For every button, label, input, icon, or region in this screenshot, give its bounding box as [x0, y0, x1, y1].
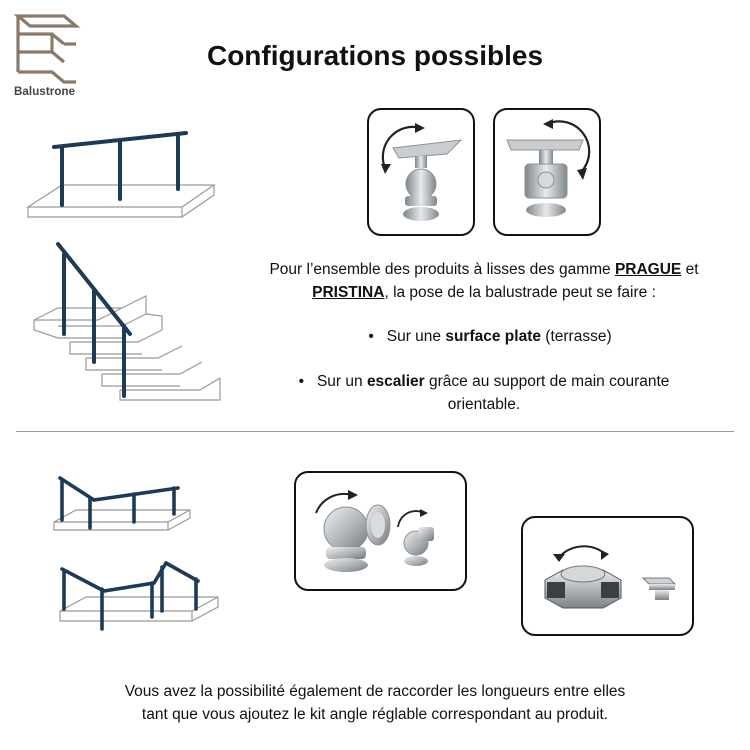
bullet-text: grâce au support de main courante orientable. — [424, 373, 670, 413]
stair-railing-illustration — [30, 238, 230, 408]
square-angle-joint-icon — [523, 518, 692, 634]
bullet-text: (terrasse) — [540, 328, 612, 345]
flat-railing-illustration — [22, 125, 222, 225]
intro-text: Pour l’ensemble des produits à lisses des gamme — [269, 261, 615, 278]
bullet-item — [264, 370, 704, 416]
corner-railing-illustration — [50, 470, 200, 545]
orientable-support-card-2 — [493, 108, 601, 236]
brand-name: Balustrone — [14, 86, 76, 98]
orientable-support-icon — [369, 110, 473, 234]
bullet-item — [330, 325, 650, 348]
footer-line: tant que vous ajoutez le kit angle réglable correspondant au produit. — [141, 706, 609, 723]
u-shaped-railing-illustration — [56, 555, 226, 640]
section-divider — [16, 431, 734, 432]
round-angle-kit-card — [294, 471, 467, 591]
square-angle-kit-card — [521, 516, 694, 636]
orientable-support-tilted-icon — [495, 110, 599, 234]
footer-paragraph — [40, 680, 710, 726]
footer-line: Vous avez la possibilité également de raccorder les longueurs entre elles — [124, 683, 626, 700]
bullet-glyph: • — [368, 328, 374, 345]
bullet-text: Sur un — [316, 373, 367, 390]
page-title: Configurations possibles — [206, 40, 544, 71]
bullet-text: Sur une — [386, 328, 446, 345]
prague-range-link: PRAGUE — [614, 261, 682, 278]
bullet-bold: surface plate — [445, 328, 541, 345]
orientable-support-card-1 — [367, 108, 475, 236]
intro-paragraph — [228, 258, 740, 304]
bullet-glyph: • — [298, 373, 305, 390]
round-angle-joint-icon — [296, 473, 465, 589]
pristina-range-link: PRISTINA — [312, 284, 385, 301]
intro-text: , la pose de la balustrade peut se faire : — [384, 284, 656, 301]
intro-text: et — [681, 261, 699, 278]
bullet-bold: escalier — [366, 373, 425, 390]
